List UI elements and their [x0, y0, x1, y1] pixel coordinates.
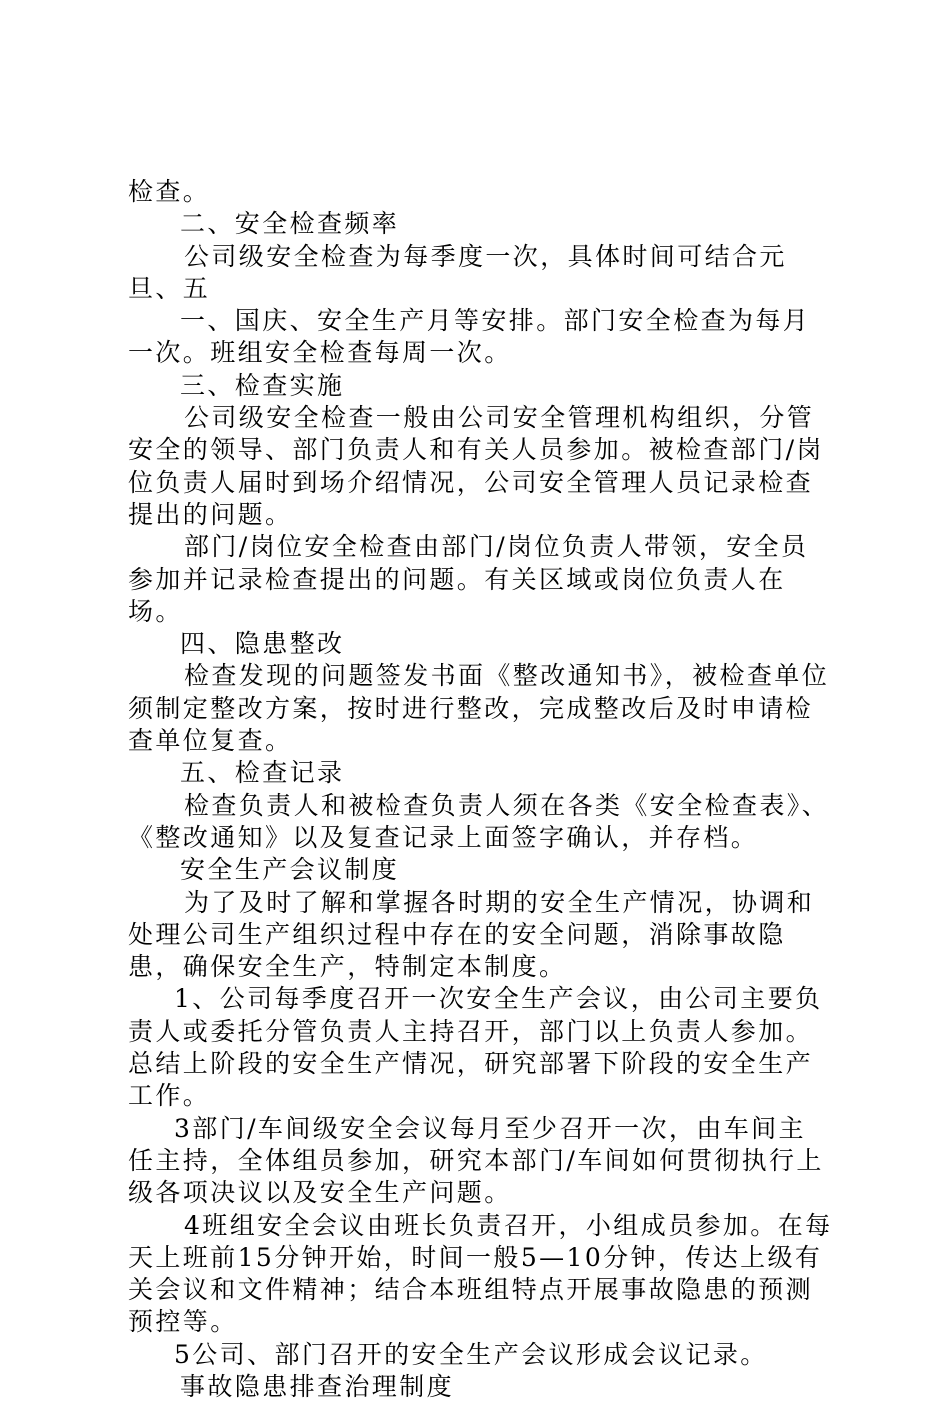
section-heading: 事故隐患排查治理制度	[180, 1371, 455, 1401]
paragraph: 检查发现的问题签发书面《整改通知书》，被检查单位须制定整改方案，按时进行整改，完成整改后及时申请检查单位复查。	[128, 661, 830, 756]
paragraph: 一、国庆、安全生产月等安排。部门安全检查为每月一次。班组安全检查每周一次。	[128, 306, 811, 368]
paragraph: 为了及时了解和掌握各时期的安全生产情况，协调和处理公司生产组织过程中存在的安全问题，消除事故隐患，确保安全生产，特制定本制度。	[128, 887, 815, 982]
document-page	[128, 176, 833, 1403]
section-heading: 二、安全检查频率	[180, 209, 400, 239]
paragraph: 4班组安全会议由班长负责召开，小组成员参加。在每天上班前15分钟开始，时间一般5—10分钟，传达上级有关会议和文件精神；结合本班组特点开展事故隐患的预测预控等。	[128, 1210, 833, 1337]
paragraph: 3部门/车间级安全会议每月至少召开一次，由车间主任主持，全体组员参加，研究本部门/车间如何贯彻执行上级各项决议以及安全生产问题。	[128, 1113, 824, 1208]
paragraph: 1、公司每季度召开一次安全生产会议，由公司主要负责人或委托分管负责人主持召开，部门以上负责人参加。总结上阶段的安全生产情况，研究部署下阶段的安全生产工作。	[128, 984, 823, 1111]
paragraph: 部门/岗位安全检查由部门/岗位负责人带领，安全员参加并记录检查提出的问题。有关区域或岗位负责人在场。	[128, 532, 809, 626]
section-heading: 安全生产会议制度	[180, 855, 400, 885]
paragraph: 检查负责人和被检查负责人须在各类《安全检查表》、《整改通知》以及复查记录上面签字确认，并存档。	[128, 790, 830, 852]
paragraph: 公司级安全检查一般由公司安全管理机构组织，分管安全的领导、部门负责人和有关人员参加。被检查部门/岗位负责人届时到场介绍情况，公司安全管理人员记录检查提出的问题。	[128, 403, 824, 529]
section-heading: 五、检查记录	[180, 758, 345, 788]
section-heading: 三、检查实施	[180, 370, 345, 400]
paragraph: 检查。	[128, 177, 211, 206]
paragraph: 5公司、部门召开的安全生产会议形成会议记录。	[174, 1339, 768, 1369]
paragraph: 公司级安全检查为每季度一次，具体时间可结合元旦、五	[128, 241, 787, 303]
section-heading: 四、隐患整改	[180, 629, 345, 659]
